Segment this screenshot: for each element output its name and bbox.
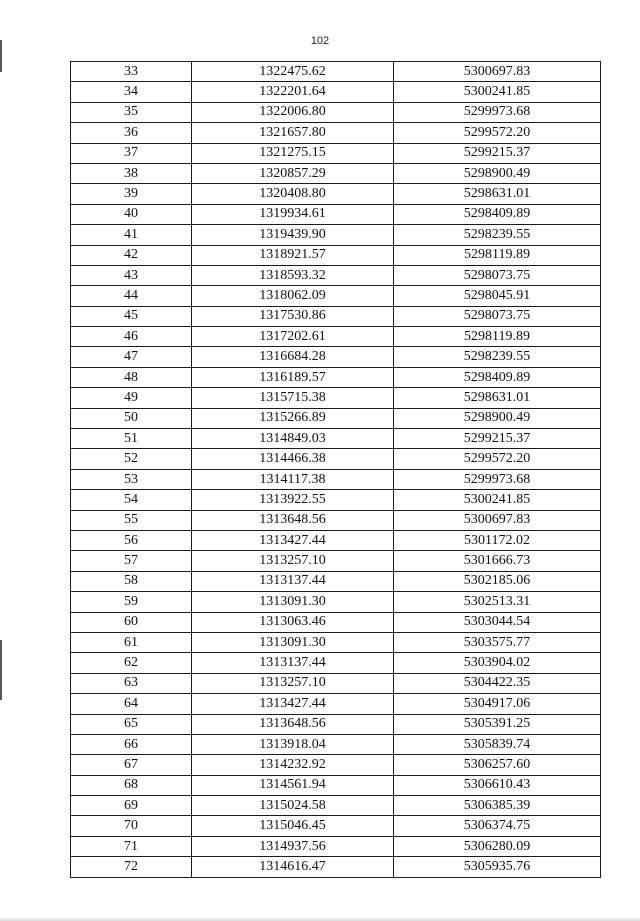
x-coordinate-cell: 1317530.86	[192, 306, 394, 326]
table-row	[71, 306, 601, 326]
x-coordinate-cell: 1322201.64	[192, 82, 394, 102]
point-number-cell: 46	[71, 327, 192, 347]
point-number-cell: 47	[71, 347, 192, 367]
point-number-cell: 56	[71, 530, 192, 550]
point-number-cell: 63	[71, 673, 192, 693]
y-coordinate-cell: 5299215.37	[394, 143, 601, 163]
y-coordinate-cell: 5306257.60	[394, 755, 601, 775]
table-row	[71, 449, 601, 469]
x-coordinate-cell: 1313918.04	[192, 734, 394, 754]
table-row	[71, 571, 601, 591]
x-coordinate-cell: 1313137.44	[192, 571, 394, 591]
y-coordinate-cell: 5299973.68	[394, 469, 601, 489]
y-coordinate-cell: 5299572.20	[394, 449, 601, 469]
table-row	[71, 469, 601, 489]
x-coordinate-cell: 1314117.38	[192, 469, 394, 489]
table-row	[71, 694, 601, 714]
point-number-cell: 35	[71, 102, 192, 122]
x-coordinate-cell: 1314232.92	[192, 755, 394, 775]
x-coordinate-cell: 1317202.61	[192, 327, 394, 347]
coordinates-table-body	[71, 62, 601, 878]
table-row	[71, 714, 601, 734]
x-coordinate-cell: 1322475.62	[192, 62, 394, 82]
x-coordinate-cell: 1315715.38	[192, 388, 394, 408]
page-number: 102	[310, 35, 330, 47]
y-coordinate-cell: 5299572.20	[394, 123, 601, 143]
point-number-cell: 70	[71, 816, 192, 836]
y-coordinate-cell: 5298119.89	[394, 245, 601, 265]
x-coordinate-cell: 1315266.89	[192, 408, 394, 428]
table-row	[71, 510, 601, 530]
table-row	[71, 632, 601, 652]
table-row	[71, 429, 601, 449]
point-number-cell: 71	[71, 836, 192, 856]
y-coordinate-cell: 5303044.54	[394, 612, 601, 632]
y-coordinate-cell: 5298239.55	[394, 225, 601, 245]
table-row	[71, 551, 601, 571]
point-number-cell: 53	[71, 469, 192, 489]
point-number-cell: 72	[71, 857, 192, 877]
y-coordinate-cell: 5298409.89	[394, 204, 601, 224]
y-coordinate-cell: 5298119.89	[394, 327, 601, 347]
scan-edge-mark	[0, 640, 2, 700]
x-coordinate-cell: 1316189.57	[192, 367, 394, 387]
y-coordinate-cell: 5298631.01	[394, 388, 601, 408]
point-number-cell: 69	[71, 796, 192, 816]
point-number-cell: 55	[71, 510, 192, 530]
table-row	[71, 286, 601, 306]
y-coordinate-cell: 5298239.55	[394, 347, 601, 367]
x-coordinate-cell: 1313091.30	[192, 632, 394, 652]
y-coordinate-cell: 5298073.75	[394, 265, 601, 285]
x-coordinate-cell: 1314849.03	[192, 429, 394, 449]
point-number-cell: 38	[71, 163, 192, 183]
point-number-cell: 43	[71, 265, 192, 285]
table-row	[71, 490, 601, 510]
point-number-cell: 66	[71, 734, 192, 754]
table-row	[71, 816, 601, 836]
y-coordinate-cell: 5300697.83	[394, 62, 601, 82]
point-number-cell: 67	[71, 755, 192, 775]
table-row	[71, 245, 601, 265]
y-coordinate-cell: 5302185.06	[394, 571, 601, 591]
y-coordinate-cell: 5300697.83	[394, 510, 601, 530]
y-coordinate-cell: 5301666.73	[394, 551, 601, 571]
x-coordinate-cell: 1320857.29	[192, 163, 394, 183]
table-row	[71, 265, 601, 285]
point-number-cell: 59	[71, 592, 192, 612]
coordinates-table-container	[70, 61, 600, 878]
x-coordinate-cell: 1318062.09	[192, 286, 394, 306]
x-coordinate-cell: 1314466.38	[192, 449, 394, 469]
y-coordinate-cell: 5298631.01	[394, 184, 601, 204]
point-number-cell: 54	[71, 490, 192, 510]
x-coordinate-cell: 1313257.10	[192, 673, 394, 693]
table-row	[71, 734, 601, 754]
point-number-cell: 58	[71, 571, 192, 591]
y-coordinate-cell: 5298409.89	[394, 367, 601, 387]
point-number-cell: 45	[71, 306, 192, 326]
coordinates-table	[70, 61, 601, 878]
y-coordinate-cell: 5306374.75	[394, 816, 601, 836]
table-row	[71, 775, 601, 795]
point-number-cell: 61	[71, 632, 192, 652]
table-row	[71, 82, 601, 102]
y-coordinate-cell: 5305935.76	[394, 857, 601, 877]
point-number-cell: 40	[71, 204, 192, 224]
x-coordinate-cell: 1316684.28	[192, 347, 394, 367]
x-coordinate-cell: 1320408.80	[192, 184, 394, 204]
table-row	[71, 653, 601, 673]
point-number-cell: 48	[71, 367, 192, 387]
point-number-cell: 50	[71, 408, 192, 428]
x-coordinate-cell: 1322006.80	[192, 102, 394, 122]
x-coordinate-cell: 1318921.57	[192, 245, 394, 265]
y-coordinate-cell: 5305391.25	[394, 714, 601, 734]
x-coordinate-cell: 1313922.55	[192, 490, 394, 510]
x-coordinate-cell: 1313427.44	[192, 530, 394, 550]
y-coordinate-cell: 5299973.68	[394, 102, 601, 122]
y-coordinate-cell: 5301172.02	[394, 530, 601, 550]
point-number-cell: 44	[71, 286, 192, 306]
point-number-cell: 51	[71, 429, 192, 449]
table-row	[71, 673, 601, 693]
y-coordinate-cell: 5298900.49	[394, 163, 601, 183]
y-coordinate-cell: 5302513.31	[394, 592, 601, 612]
point-number-cell: 49	[71, 388, 192, 408]
x-coordinate-cell: 1319934.61	[192, 204, 394, 224]
table-row	[71, 143, 601, 163]
y-coordinate-cell: 5303904.02	[394, 653, 601, 673]
x-coordinate-cell: 1313063.46	[192, 612, 394, 632]
x-coordinate-cell: 1313427.44	[192, 694, 394, 714]
point-number-cell: 37	[71, 143, 192, 163]
table-row	[71, 184, 601, 204]
x-coordinate-cell: 1314561.94	[192, 775, 394, 795]
y-coordinate-cell: 5299215.37	[394, 429, 601, 449]
point-number-cell: 64	[71, 694, 192, 714]
point-number-cell: 68	[71, 775, 192, 795]
table-row	[71, 836, 601, 856]
y-coordinate-cell: 5303575.77	[394, 632, 601, 652]
point-number-cell: 33	[71, 62, 192, 82]
y-coordinate-cell: 5298900.49	[394, 408, 601, 428]
x-coordinate-cell: 1321657.80	[192, 123, 394, 143]
point-number-cell: 36	[71, 123, 192, 143]
x-coordinate-cell: 1318593.32	[192, 265, 394, 285]
table-row	[71, 408, 601, 428]
x-coordinate-cell: 1313091.30	[192, 592, 394, 612]
table-row	[71, 225, 601, 245]
table-row	[71, 530, 601, 550]
y-coordinate-cell: 5306385.39	[394, 796, 601, 816]
table-row	[71, 62, 601, 82]
point-number-cell: 39	[71, 184, 192, 204]
point-number-cell: 42	[71, 245, 192, 265]
y-coordinate-cell: 5306280.09	[394, 836, 601, 856]
table-row	[71, 592, 601, 612]
table-row	[71, 612, 601, 632]
y-coordinate-cell: 5304422.35	[394, 673, 601, 693]
x-coordinate-cell: 1313648.56	[192, 714, 394, 734]
point-number-cell: 57	[71, 551, 192, 571]
page-bottom-shadow	[0, 917, 640, 921]
x-coordinate-cell: 1314937.56	[192, 836, 394, 856]
point-number-cell: 52	[71, 449, 192, 469]
table-row	[71, 347, 601, 367]
point-number-cell: 34	[71, 82, 192, 102]
table-row	[71, 163, 601, 183]
table-row	[71, 755, 601, 775]
point-number-cell: 41	[71, 225, 192, 245]
y-coordinate-cell: 5304917.06	[394, 694, 601, 714]
table-row	[71, 327, 601, 347]
table-row	[71, 123, 601, 143]
x-coordinate-cell: 1313137.44	[192, 653, 394, 673]
table-row	[71, 388, 601, 408]
x-coordinate-cell: 1321275.15	[192, 143, 394, 163]
table-row	[71, 367, 601, 387]
y-coordinate-cell: 5306610.43	[394, 775, 601, 795]
point-number-cell: 65	[71, 714, 192, 734]
y-coordinate-cell: 5298045.91	[394, 286, 601, 306]
table-row	[71, 204, 601, 224]
y-coordinate-cell: 5305839.74	[394, 734, 601, 754]
table-row	[71, 102, 601, 122]
x-coordinate-cell: 1315046.45	[192, 816, 394, 836]
table-row	[71, 796, 601, 816]
x-coordinate-cell: 1313257.10	[192, 551, 394, 571]
point-number-cell: 62	[71, 653, 192, 673]
y-coordinate-cell: 5298073.75	[394, 306, 601, 326]
y-coordinate-cell: 5300241.85	[394, 82, 601, 102]
x-coordinate-cell: 1313648.56	[192, 510, 394, 530]
x-coordinate-cell: 1314616.47	[192, 857, 394, 877]
y-coordinate-cell: 5300241.85	[394, 490, 601, 510]
x-coordinate-cell: 1315024.58	[192, 796, 394, 816]
table-row	[71, 857, 601, 877]
x-coordinate-cell: 1319439.90	[192, 225, 394, 245]
point-number-cell: 60	[71, 612, 192, 632]
